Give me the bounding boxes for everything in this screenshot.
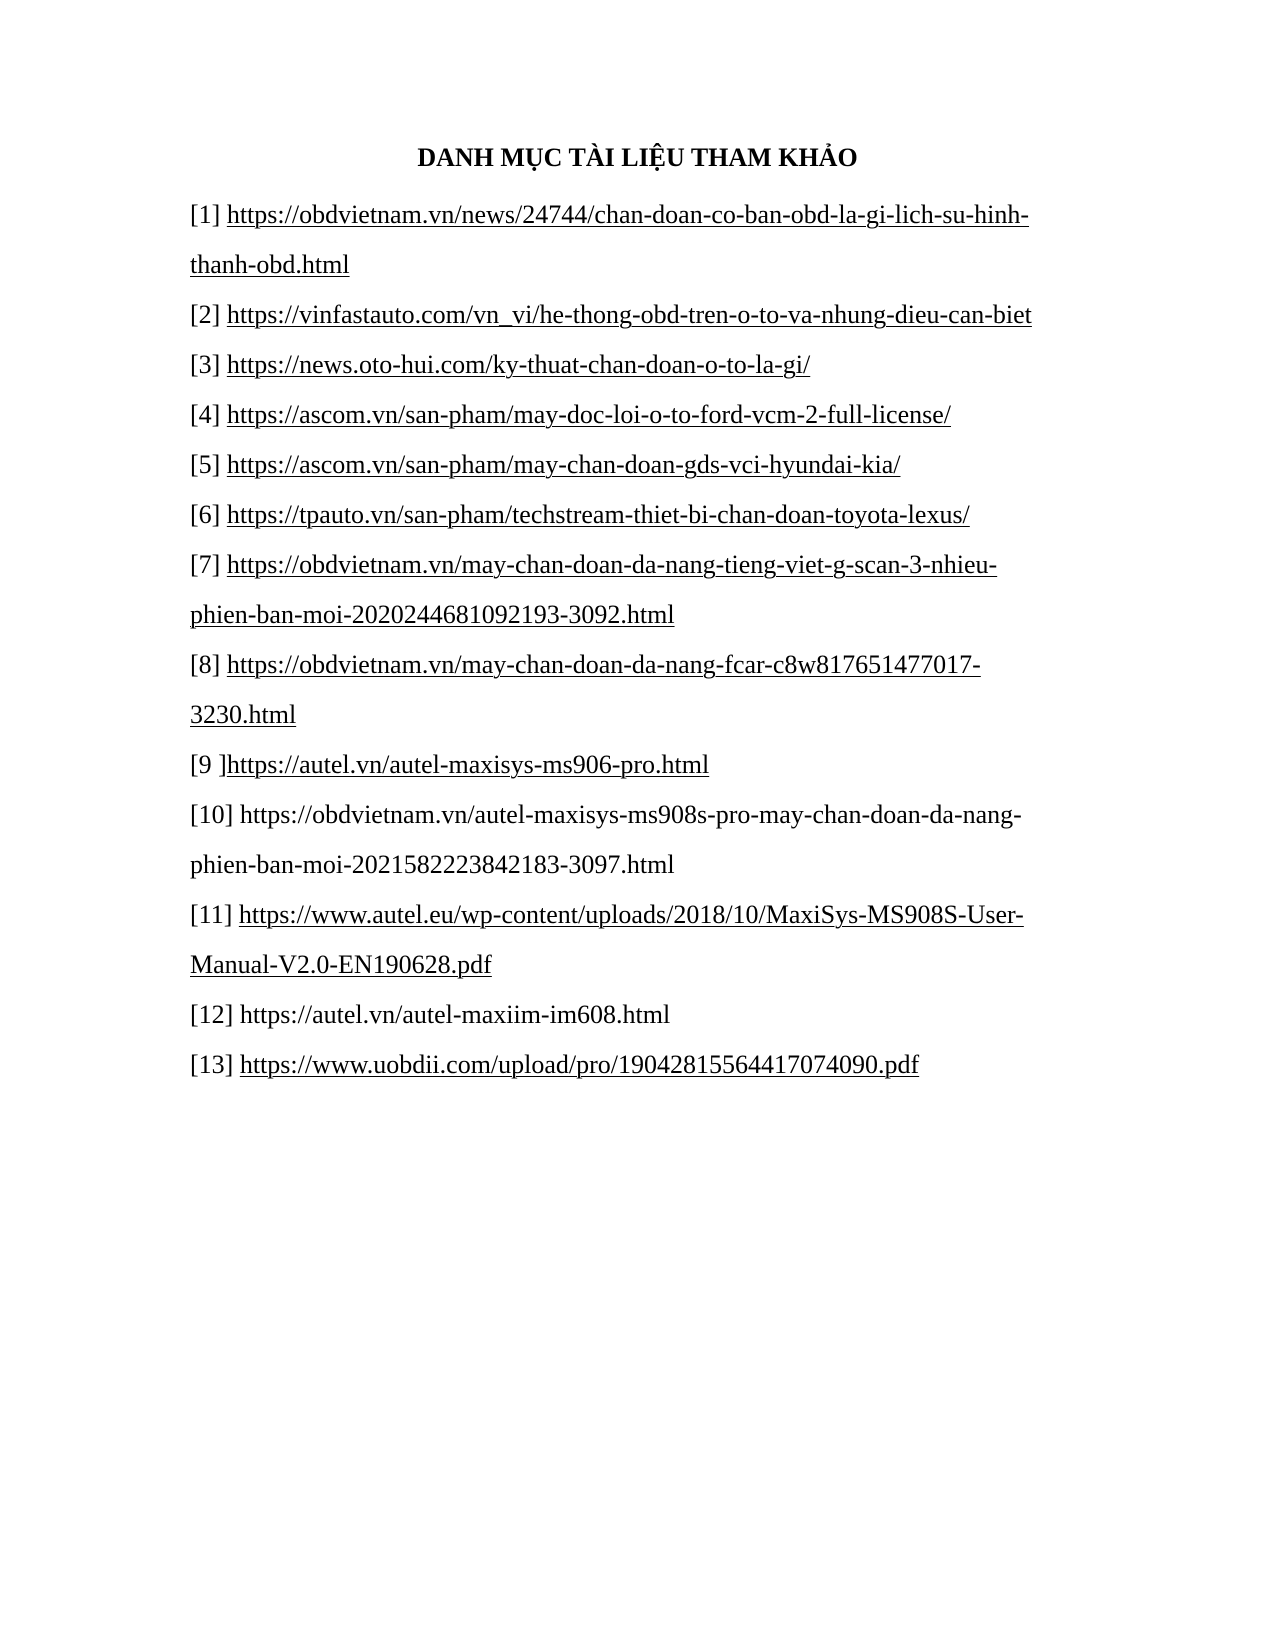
reference-link: phien-ban-moi-2021582223842183-3097.html [190,850,675,879]
reference-number: [5] [190,450,227,479]
reference-link[interactable]: thanh-obd.html [190,250,350,279]
reference-number: [7] [190,550,227,579]
reference-link[interactable]: Manual-V2.0-EN190628.pdf [190,950,492,979]
reference-number: [13] [190,1050,240,1079]
reference-number: [6] [190,500,227,529]
reference-list [190,190,1140,1090]
reference-item [190,390,1140,440]
reference-link[interactable]: https://autel.vn/autel-maxisys-ms906-pro.html [226,750,710,779]
reference-line [190,1040,1140,1090]
reference-link[interactable]: 3230.html [190,700,297,729]
reference-line [190,890,1140,940]
reference-number: [2] [190,300,227,329]
reference-line [190,390,1140,440]
reference-line [190,440,1140,490]
reference-item [190,790,1140,890]
reference-link[interactable]: https://ascom.vn/san-pham/may-chan-doan-gds-vci-hyundai-kia/ [226,450,901,479]
reference-number: [11] [190,900,239,929]
reference-item [190,440,1140,490]
reference-line [190,590,1140,640]
reference-line [190,840,1140,890]
reference-item [190,290,1140,340]
reference-line [190,190,1140,240]
reference-link[interactable]: https://ascom.vn/san-pham/may-doc-loi-o-to-ford-vcm-2-full-license/ [226,400,952,429]
reference-line [190,640,1140,690]
reference-link[interactable]: https://obdvietnam.vn/may-chan-doan-da-nang-tieng-viet-g-scan-3-nhieu- [226,550,998,579]
reference-line [190,340,1140,390]
reference-number: [1] [190,200,227,229]
reference-line [190,690,1140,740]
reference-link: https://autel.vn/autel-maxiim-im608.html [239,1000,671,1029]
reference-number: [10] [190,800,240,829]
reference-item [190,990,1140,1040]
reference-line [190,940,1140,990]
reference-item [190,540,1140,640]
reference-item [190,890,1140,990]
reference-line [190,490,1140,540]
reference-link[interactable]: https://obdvietnam.vn/news/24744/chan-doan-co-ban-obd-la-gi-lich-su-hinh- [226,200,1030,229]
reference-line [190,240,1140,290]
reference-line [190,990,1140,1040]
reference-number: [12] [190,1000,240,1029]
reference-link[interactable]: https://vinfastauto.com/vn_vi/he-thong-obd-tren-o-to-va-nhung-dieu-can-biet [226,300,1032,329]
reference-item [190,740,1140,790]
reference-number: [8] [190,650,227,679]
reference-link: https://obdvietnam.vn/autel-maxisys-ms908s-pro-may-chan-doan-da-nang- [239,800,1022,829]
page-title: DANH MỤC TÀI LIỆU THAM KHẢO [417,143,858,172]
reference-item [190,190,1140,290]
reference-link[interactable]: https://news.oto-hui.com/ky-thuat-chan-doan-o-to-la-gi/ [226,350,811,379]
reference-number: [3] [190,350,227,379]
reference-link[interactable]: https://tpauto.vn/san-pham/techstream-thiet-bi-chan-doan-toyota-lexus/ [226,500,970,529]
reference-line [190,290,1140,340]
reference-link[interactable]: phien-ban-moi-2020244681092193-3092.html [190,600,675,629]
reference-item [190,490,1140,540]
reference-number: [4] [190,400,227,429]
reference-line [190,540,1140,590]
reference-link[interactable]: https://obdvietnam.vn/may-chan-doan-da-nang-fcar-c8w817651477017- [226,650,981,679]
reference-number: [9 ] [190,750,227,779]
reference-line [190,790,1140,840]
reference-item [190,1040,1140,1090]
reference-line [190,740,1140,790]
reference-item [190,640,1140,740]
reference-item [190,340,1140,390]
reference-link[interactable]: https://www.autel.eu/wp-content/uploads/2018/10/MaxiSys-MS908S-User- [238,900,1024,929]
reference-link[interactable]: https://www.uobdii.com/upload/pro/19042815564417074090.pdf [239,1050,920,1079]
